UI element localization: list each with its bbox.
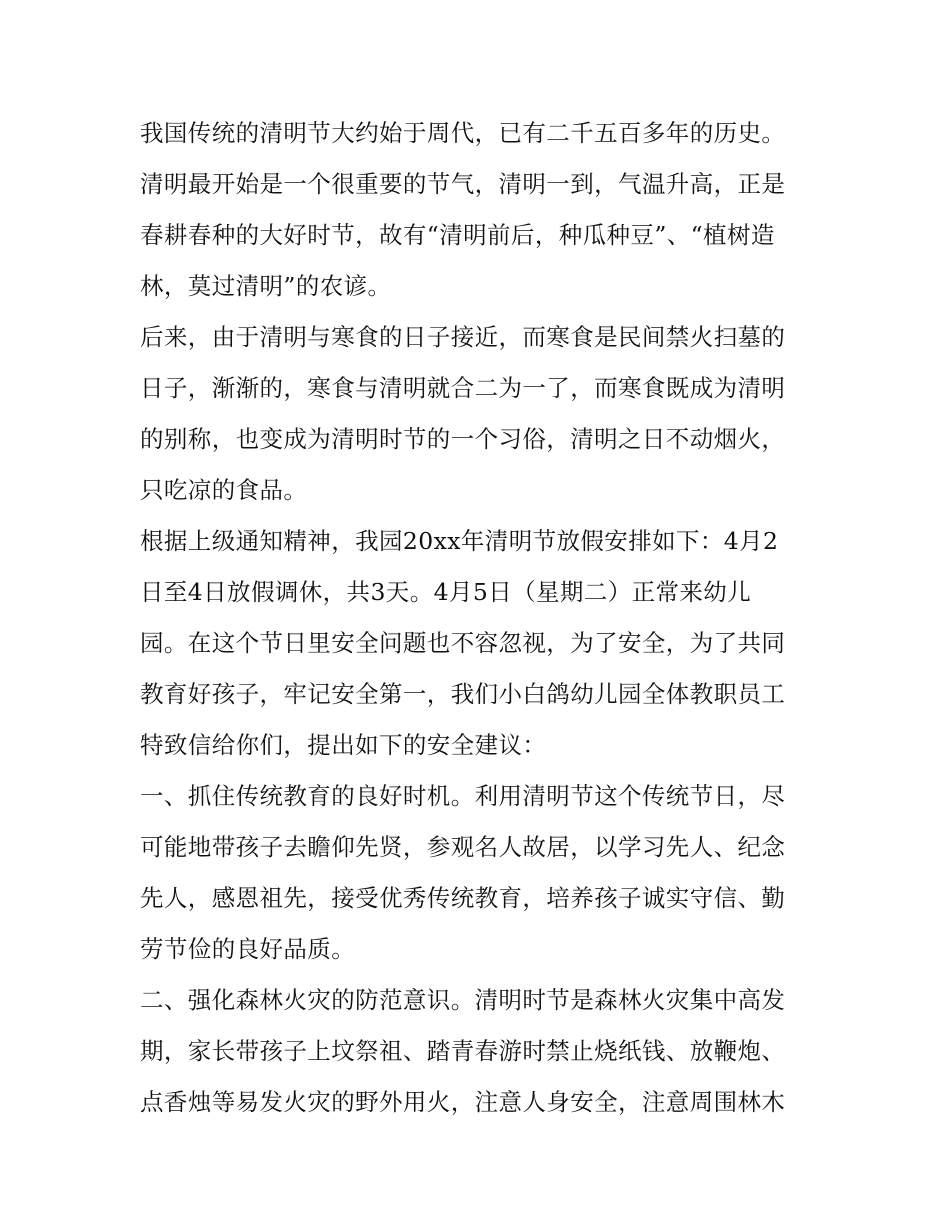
text-line: 只吃凉的食品。 xyxy=(140,476,308,504)
text-line: 可能地带孩子去瞻仰先贤，参观名人故居，以学习先人、纪念 xyxy=(140,833,786,861)
text-line: 林，莫过清明”的农谚。 xyxy=(140,272,392,300)
text-line: 春耕春种的大好时节，故有“清明前后，种瓜种豆”、“植树造 xyxy=(140,221,775,249)
text-line: 的别称，也变成为清明时节的一个习俗，清明之日不动烟火， xyxy=(140,425,786,453)
text-line: 先人，感恩祖先，接受优秀传统教育，培养孩子诚实守信、勤 xyxy=(140,884,786,912)
text-line: 后来，由于清明与寒食的日子接近，而寒食是民间禁火扫墓的 xyxy=(140,323,786,351)
text-line: 园。在这个节日里安全问题也不容忽视，为了安全，为了共同 xyxy=(140,629,786,657)
text-line: 点香烛等易发火灾的野外用火，注意人身安全，注意周围林木 xyxy=(140,1088,786,1116)
text-line: 一、抓住传统教育的良好时机。利用清明节这个传统节日，尽 xyxy=(140,782,786,810)
document-body xyxy=(140,108,820,1128)
text-line: 清明最开始是一个很重要的节气，清明一到，气温升高，正是 xyxy=(140,170,786,198)
text-line: 期，家长带孩子上坟祭祖、踏青春游时禁止烧纸钱、放鞭炮、 xyxy=(140,1037,786,1065)
text-line: 特致信给你们，提出如下的安全建议： xyxy=(140,731,547,759)
text-line: 教育好孩子，牢记安全第一，我们小白鸽幼儿园全体教职员工 xyxy=(140,680,786,708)
text-line: 二、强化森林火灾的防范意识。清明时节是森林火灾集中高发 xyxy=(140,986,786,1014)
text-line: 我国传统的清明节大约始于周代，已有二千五百多年的历史。 xyxy=(140,119,786,147)
text-line: 根据上级通知精神，我园20xx年清明节放假安排如下：4月2 xyxy=(140,527,779,555)
text-line: 劳节俭的良好品质。 xyxy=(140,935,356,963)
text-line: 日至4日放假调休，共3天。4月5日（星期二）正常来幼儿 xyxy=(140,578,752,606)
text-line: 日子，渐渐的，寒食与清明就合二为一了，而寒食既成为清明 xyxy=(140,374,786,402)
